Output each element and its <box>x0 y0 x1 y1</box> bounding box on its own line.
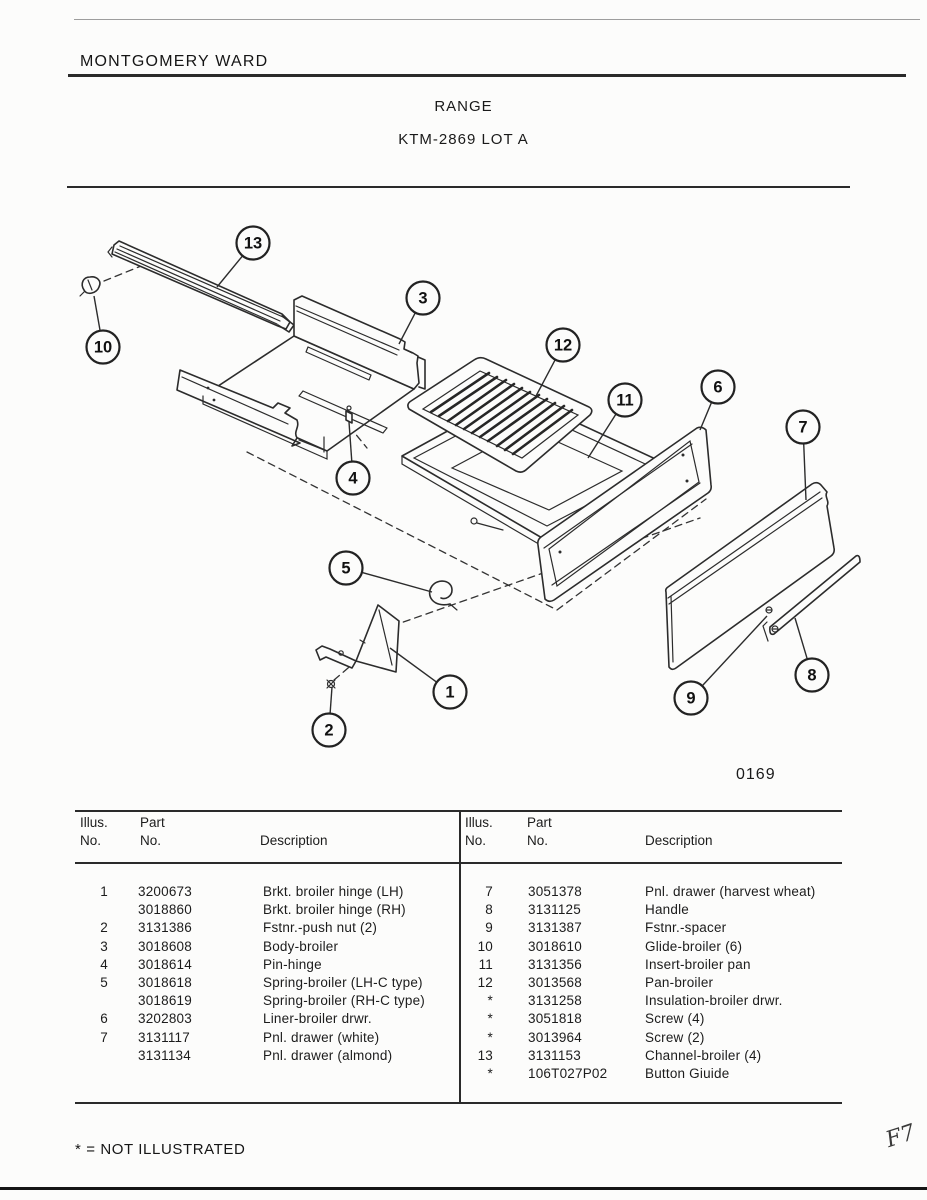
part-no: 3131387 <box>528 920 582 936</box>
illus-no: 11 <box>478 956 493 972</box>
col-header-illus: Illus. <box>80 815 108 830</box>
part-no: 3131356 <box>528 956 582 972</box>
part-description: Pan-broiler <box>645 974 714 990</box>
callout-leader-line <box>330 687 332 714</box>
part-description: Body-broiler <box>263 938 339 954</box>
callout-leader-line <box>217 256 243 287</box>
table-row <box>75 993 470 1011</box>
part-no: 3013964 <box>528 1029 582 1045</box>
part-description: Screw (2) <box>645 1029 705 1045</box>
illus-no: 9 <box>485 920 493 936</box>
illus-no: 7 <box>485 884 493 899</box>
page-title: RANGE <box>434 98 493 115</box>
brand-title: MONTGOMERY WARD <box>80 53 269 70</box>
col-header-part: Part <box>140 815 165 830</box>
part-no: 3202803 <box>138 1011 192 1027</box>
callout-1 <box>390 648 467 709</box>
callout-number: 11 <box>616 391 634 410</box>
col-header-part-no: No. <box>140 833 162 848</box>
callout-number: 1 <box>445 683 455 702</box>
illus-no: 12 <box>477 974 493 990</box>
part-spring-broiler <box>430 581 457 610</box>
table-row <box>460 993 855 1011</box>
part-no: 3018610 <box>528 938 582 954</box>
parts-list-left <box>75 884 470 1066</box>
callout-number: 12 <box>553 336 573 355</box>
callout-number: 3 <box>418 289 428 308</box>
part-description: Glide-broiler (6) <box>645 938 743 954</box>
part-no: 3131153 <box>528 1047 581 1063</box>
figure-code: 0169 <box>736 766 776 783</box>
part-no: 3131134 <box>138 1047 191 1063</box>
callout-5 <box>330 552 433 593</box>
callout-leader-line <box>362 572 432 592</box>
col-header-description: Description <box>260 833 328 848</box>
callout-number: 2 <box>324 721 334 740</box>
part-body-broiler <box>177 296 425 459</box>
col-header-illus-no: No. <box>80 833 102 848</box>
illus-no: 1 <box>100 884 108 899</box>
bottom-page-rule <box>0 1187 927 1190</box>
table-row <box>460 1048 855 1066</box>
part-description: Brkt. broiler hinge (RH) <box>263 902 406 918</box>
part-glide-broiler <box>80 277 100 296</box>
callout-leader-line <box>700 402 712 430</box>
col-header-description: Description <box>645 833 713 848</box>
part-description: Insulation-broiler drwr. <box>645 993 783 1009</box>
table-row <box>460 957 855 975</box>
part-description: Spring-broiler (RH-C type) <box>263 993 425 1009</box>
illus-no: * <box>487 993 493 1009</box>
handwritten-mark: F7 <box>882 1120 919 1153</box>
col-header-illus: Illus. <box>465 815 493 830</box>
part-hinge-bracket <box>316 605 399 672</box>
part-description: Handle <box>645 902 689 918</box>
part-description: Pnl. drawer (almond) <box>263 1047 393 1063</box>
part-description: Channel-broiler (4) <box>645 1047 762 1063</box>
not-illustrated-footnote: * = NOT ILLUSTRATED <box>75 1141 246 1158</box>
illus-no: 8 <box>485 902 493 918</box>
table-row <box>460 884 855 902</box>
part-no: 3131125 <box>528 902 581 918</box>
part-description: Screw (4) <box>645 1011 705 1027</box>
part-no: 3051818 <box>528 1011 582 1027</box>
part-no: 3018614 <box>138 956 192 972</box>
part-no: 3200673 <box>138 884 192 899</box>
illus-no: * <box>487 1065 493 1081</box>
callout-leader-line <box>399 313 415 344</box>
callout-number: 7 <box>798 418 808 437</box>
table-row <box>460 939 855 957</box>
part-description: Pnl. drawer (harvest wheat) <box>645 884 816 899</box>
illus-no: 6 <box>100 1011 108 1027</box>
callout-number: 8 <box>807 666 817 685</box>
callout-leader-line <box>795 618 807 659</box>
table-row <box>75 1048 470 1066</box>
part-no: 3131258 <box>528 993 582 1009</box>
part-description: Fstnr.-push nut (2) <box>263 920 378 936</box>
table-row <box>75 957 470 975</box>
part-description: Brkt. broiler hinge (LH) <box>263 884 404 899</box>
model-subtitle: KTM-2869 LOT A <box>398 131 529 148</box>
callout-10 <box>87 296 120 364</box>
callout-number: 6 <box>713 378 723 397</box>
illus-no: 4 <box>100 956 108 972</box>
part-drawer-panel <box>666 483 834 670</box>
col-header-part: Part <box>527 815 552 830</box>
col-header-part-no: No. <box>527 833 549 848</box>
callout-number: 10 <box>93 338 113 357</box>
table-row <box>75 1030 470 1048</box>
illus-no: * <box>487 1011 493 1027</box>
illus-no: * <box>487 1029 493 1045</box>
illus-no: 3 <box>100 938 108 954</box>
part-no: 3018618 <box>138 974 192 990</box>
table-row <box>75 902 470 920</box>
part-no: 3018608 <box>138 938 192 954</box>
part-description: Liner-broiler drwr. <box>263 1011 372 1027</box>
part-push-nut <box>327 680 335 688</box>
illus-no: 5 <box>100 974 108 990</box>
part-no: 3018619 <box>138 993 192 1009</box>
part-no: 3051378 <box>528 884 582 899</box>
table-row <box>460 920 855 938</box>
table-row <box>75 1011 470 1029</box>
col-header-illus-no: No. <box>465 833 487 848</box>
callout-number: 13 <box>243 234 263 253</box>
table-row <box>460 1030 855 1048</box>
callout-3 <box>399 282 440 345</box>
part-description: Fstnr.-spacer <box>645 920 727 936</box>
illus-no: 10 <box>477 938 493 954</box>
table-row <box>75 975 470 993</box>
table-row <box>75 920 470 938</box>
table-row <box>460 1066 855 1084</box>
table-row <box>460 1011 855 1029</box>
callout-13 <box>217 227 270 288</box>
callout-8 <box>795 618 829 692</box>
callout-number: 9 <box>686 689 696 708</box>
callout-number: 5 <box>341 559 351 578</box>
part-description: Pin-hinge <box>263 956 322 972</box>
table-row <box>75 884 470 902</box>
illus-no: 13 <box>477 1047 493 1063</box>
callout-6 <box>700 371 735 431</box>
part-no: 106T027P02 <box>528 1065 608 1081</box>
callout-number: 4 <box>348 469 358 488</box>
part-no: 3131386 <box>138 920 192 936</box>
part-description: Insert-broiler pan <box>645 956 751 972</box>
table-row <box>75 939 470 957</box>
parts-list-right <box>460 884 855 1084</box>
part-no: 3013568 <box>528 974 582 990</box>
table-row <box>460 902 855 920</box>
illus-no: 2 <box>100 920 108 936</box>
callout-leader-line <box>94 296 100 331</box>
callout-2 <box>313 687 346 747</box>
table-row <box>460 975 855 993</box>
part-no: 3018860 <box>138 902 192 918</box>
part-description: Spring-broiler (LH-C type) <box>263 974 423 990</box>
part-description: Button Giuide <box>645 1065 730 1081</box>
part-no: 3131117 <box>138 1029 190 1045</box>
illus-no: 7 <box>100 1029 108 1045</box>
part-description: Pnl. drawer (white) <box>263 1029 380 1045</box>
